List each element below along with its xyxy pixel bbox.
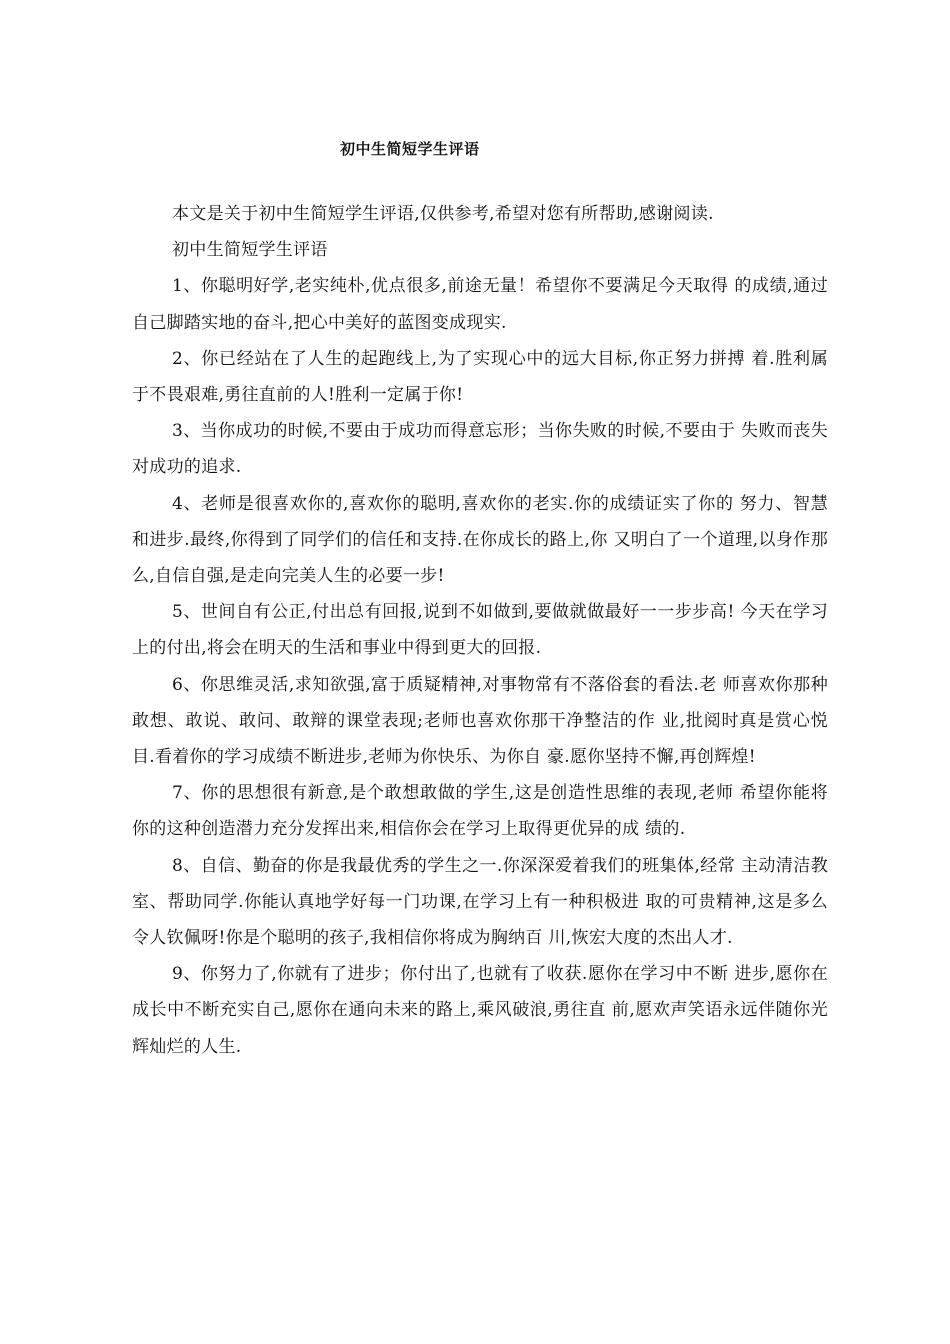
comment-paragraph-6: 6、你思维灵活,求知欲强,富于质疑精神,对事物常有不落俗套的看法.老 师喜欢你那种敢想、敢说、敢问、敢辩的课堂表现;老师也喜欢你那干净整洁的作 业,批阅时真是赏心悦目.看着你的学习成绩不断进步,老师为你快乐、为你自 豪.愿你坚持不懈,再创辉煌! bbox=[132, 674, 828, 768]
comment-paragraph-7: 7、你的思想很有新意,是个敢想敢做的学生,这是创造性思维的表现,老师 希望你能将你的这种创造潜力充分发挥出来,相信你会在学习上取得更优异的成 绩的. bbox=[132, 783, 828, 840]
comment-paragraph-2: 2、你已经站在了人生的起跑线上,为了实现心中的远大目标,你正努力拼搏 着.胜利属于不畏艰难,勇往直前的人!胜利一定属于你! bbox=[132, 348, 828, 406]
comment-paragraph-1: 1、你聪明好学,老实纯朴,优点很多,前途无量！希望你不要满足今天取得 的成绩,通过自己脚踏实地的奋斗,把心中美好的蓝图变成现实. bbox=[132, 276, 828, 333]
intro-paragraph: 本文是关于初中生简短学生评语,仅供参考,希望对您有所帮助,感谢阅读. bbox=[172, 204, 714, 224]
section-subtitle: 初中生简短学生评语 bbox=[172, 240, 328, 261]
document-body bbox=[132, 196, 828, 1065]
comment-paragraph-9: 9、你努力了,你就有了进步；你付出了,也就有了收获.愿你在学习中不断 进步,愿你在成长中不断充实自己,愿你在通向未来的路上,乘风破浪,勇往直 前,愿欢声笑语永远伴随你光辉灿烂的人生. bbox=[132, 964, 828, 1057]
document-title: 初中生简短学生评语 bbox=[340, 140, 480, 158]
comment-paragraph-4: 4、老师是很喜欢你的,喜欢你的聪明,喜欢你的老实.你的成绩证实了你的 努力、智慧和进步.最终,你得到了同学们的信任和支持.在你成长的路上,你 又明白了一个道理,以身作那么,自信自强,是走向完美人生的必要一步! bbox=[132, 493, 828, 587]
comment-paragraph-5: 5、世间自有公正,付出总有回报,说到不如做到,要做就做最好一一步步高! 今天在学习上的付出,将会在明天的生活和事业中得到更大的回报. bbox=[132, 602, 828, 659]
comment-paragraph-8: 8、自信、勤奋的你是我最优秀的学生之一.你深深爱着我们的班集体,经常 主动清洁教室、帮助同学.你能认真地学好每一门功课,在学习上有一种积极进 取的可贵精神,这是多么令人钦佩呀!你是个聪明的孩子,我相信你将成为胸纳百 川,恢宏大度的杰出人才. bbox=[132, 855, 828, 949]
comment-paragraph-3: 3、当你成功的时候,不要由于成功而得意忘形；当你失败的时候,不要由于 失败而丧失对成功的追求. bbox=[132, 421, 828, 478]
